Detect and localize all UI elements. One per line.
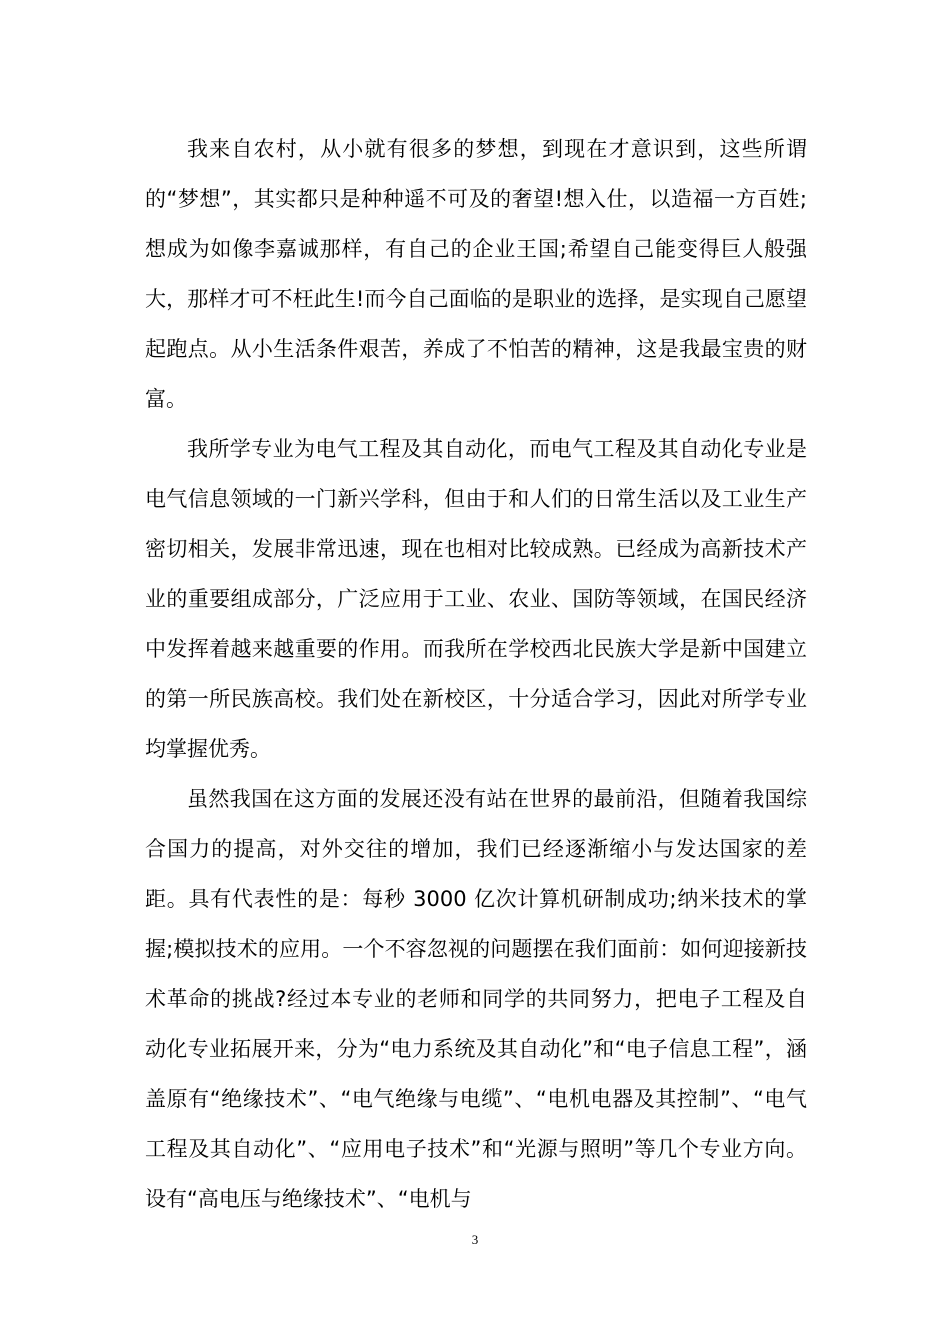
paragraph-2: 我所学专业为电气工程及其自动化，而电气工程及其自动化专业是电气信息领域的一门新兴学科，但由于和人们的日常生活以及工业生产密切相关，发展非常迅速，现在也相对比较成熟。已经成为高新技术产业的重要组成部分，广泛应用于工业、农业、国防等领域，在国民经济中发挥着越来越重要的作用。而我所在学校西北民族大学是新中国建立的第一所民族高校。我们处在新校区，十分适合学习，因此对所学专业均掌握优秀。 (145, 437, 807, 761)
paragraph-1: 我来自农村，从小就有很多的梦想，到现在才意识到，这些所谓的“梦想”，其实都只是种种遥不可及的奢望!想入仕，以造福一方百姓;想成为如像李嘉诚那样，有自己的企业王国;希望自己能变得巨人般强大，那样才可不枉此生!而今自己面临的是职业的选择，是实现自己愿望起跑点。从小生活条件艰苦，养成了不怕苦的精神，这是我最宝贵的财富。 (145, 137, 807, 411)
paragraph-3: 虽然我国在这方面的发展还没有站在世界的最前沿，但随着我国综合国力的提高，对外交往的增加，我们已经逐渐缩小与发达国家的差距。具有代表性的是：每秒 3000 亿次计算机研制成功;纳米技术的掌握;模拟技术的应用。一个不容忽视的问题摆在我们面前：如何迎接新技术革命的挑战?经过本专业的老师和同学的共同努力，把电子工程及自动化专业拓展开来，分为“电力系统及其自动化”和“电子信息工程”，涵盖原有“绝缘技术”、“电气绝缘与电缆”、“电机电器及其控制”、“电气工程及其自动化”、“应用电子技术”和“光源与照明”等几个专业方向。设有“高电压与绝缘技术”、“电机与 (145, 787, 807, 1211)
body-text (145, 124, 807, 1224)
page-number: 3 (471, 1232, 479, 1247)
